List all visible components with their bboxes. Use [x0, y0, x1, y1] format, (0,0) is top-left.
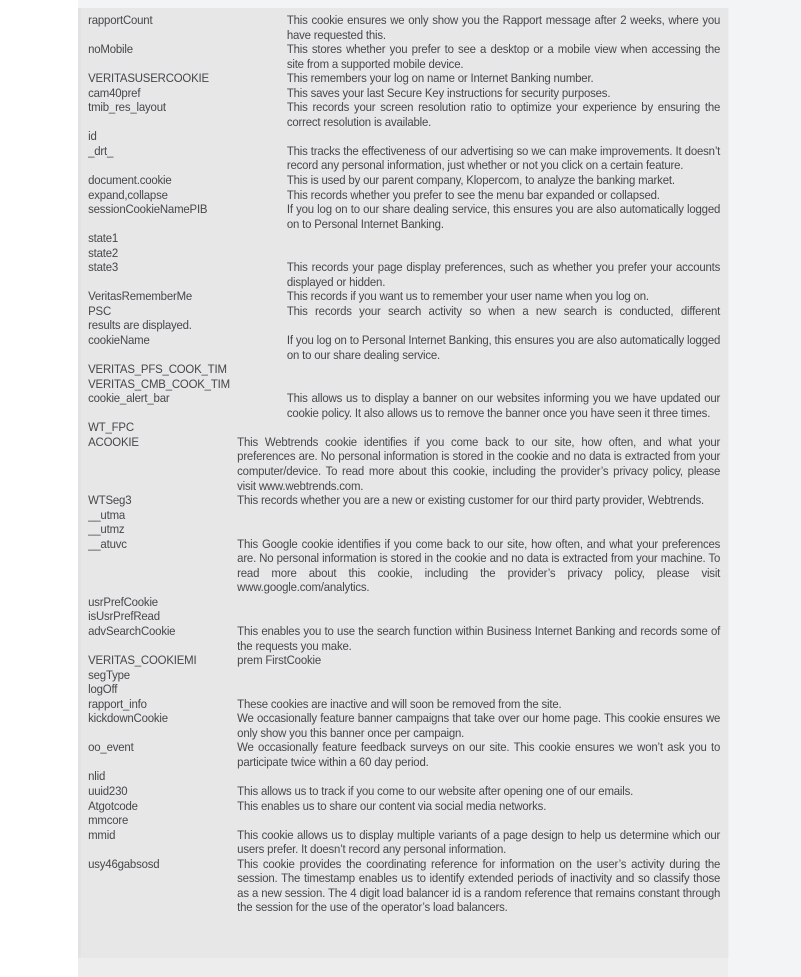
cookie-name: mmcore [88, 813, 129, 828]
cookie-row [88, 202, 720, 231]
cookie-name: state3 [88, 260, 119, 275]
cookie-name: mmid [88, 827, 116, 842]
cookie-description: We occasionally feature banner campaigns that take over our home page. This cookie ensures we only show you this banner once per campaign. [237, 711, 721, 740]
cookie-description: This allows us to track if you come to our website after opening one of our emails. [237, 783, 634, 798]
page-top-margin [78, 0, 728, 8]
cookie-description: We occasionally feature feedback surveys on our site. This cookie ensures we won’t ask you to participate twice within a 60 day period. [237, 740, 721, 769]
cookie-name: document.cookie [88, 173, 172, 188]
cookie-name: ACOOKIE [88, 434, 139, 449]
cookie-row [88, 377, 720, 392]
cookie-name: state2 [88, 245, 119, 260]
cookie-name: PSC [88, 303, 112, 318]
cookie-name: advSearchCookie [88, 623, 176, 638]
cookie-name: isUsrPrefRead [88, 609, 160, 624]
cookie-name: cam40pref [88, 85, 141, 100]
cookie-row [88, 711, 720, 740]
cookie-name: oo_event [88, 740, 134, 755]
page-right-margin [728, 0, 801, 977]
cookie-name: logOff [88, 682, 118, 697]
cookie-name: __utmz [88, 522, 125, 537]
cookie-description: This stores whether you prefer to see a desktop or a mobile view when accessing the site from a supported mobile device. [286, 42, 721, 71]
cookie-row [88, 493, 720, 508]
cookie-description: This Webtrends cookie identifies if you come back to our site, how often, and what your preferences are. No personal information is stored in the cookie and no data is extracted from your computer/device. To read more about this cookie, including the provider’s privacy policy, please visit www.webtrends.com. [237, 434, 721, 493]
cookie-name: VERITASUSERCOOKIE [88, 71, 209, 86]
cookie-name: WT_FPC [88, 420, 134, 435]
cookie-name: __atuvc [88, 536, 127, 551]
cookie-name: __utma [88, 507, 126, 522]
cookie-name: nlid [88, 769, 106, 784]
cookie-row [88, 362, 720, 377]
cookie-name: uuid230 [88, 783, 128, 798]
cookie-policy-panel [78, 8, 728, 958]
cookie-row [88, 653, 720, 668]
cookie-row [88, 682, 720, 697]
cookie-description: This allows us to display a banner on our websites informing you we have updated our cookie policy. It also allows us to remove the banner once you have seen it three times. [286, 391, 721, 420]
cookie-row [88, 813, 720, 828]
cookie-description: This is used by our parent company, Klopercom, to analyze the banking market. [286, 173, 675, 188]
cookie-description: This Google cookie identifies if you come back to our site, how often, and what your preferences are. No personal information is stored in the cookie and no data is extracted from your machine. To read more about this cookie, including the provider’s privacy policy, please visit www.google.com/analytics. [237, 536, 721, 595]
cookie-description: This cookie provides the coordinating reference for information on the user’s activity during the session. The timestamp enables us to identify extended periods of inactivity and so classify those as a new session. The 4 digit load balancer id is a random reference that remains constant through the session for the use of the operator’s load balancers. [237, 856, 721, 915]
cookie-name: results are displayed. [88, 318, 192, 333]
cookie-description: This cookie allows us to display multiple variants of a page design to help us determine which our users prefer. It doesn’t record any personal information. [237, 827, 721, 857]
cookie-row [88, 668, 720, 683]
cookie-name: usrPrefCookie [88, 594, 158, 609]
cookie-row [88, 769, 720, 784]
cookie-row [88, 246, 720, 261]
cookie-description: This records whether you are a new or existing customer for our third party provider, Webtrends. [237, 493, 704, 508]
cookie-row [88, 784, 720, 799]
cookie-description: This records whether you prefer to see the menu bar expanded or collapsed. [286, 187, 660, 202]
cookie-name: sessionCookieNamePIB [88, 202, 208, 217]
cookie-description: These cookies are inactive and will soon be removed from the site. [237, 696, 562, 711]
cookie-row [88, 522, 720, 537]
cookie-description: This tracks the effectiveness of our advertising so we can make improvements. It doesn’t record any personal information, just whether or not you click on a certain feature. [286, 143, 721, 173]
cookie-description: This enables you to use the search function within Business Internet Banking and records some of the requests you make. [237, 623, 721, 653]
cookie-name: expand,collapse [88, 187, 168, 202]
cookie-row [88, 420, 720, 435]
cookie-row [88, 537, 720, 595]
cookie-description: This saves your last Secure Key instructions for security purposes. [286, 85, 611, 100]
cookie-name: _drt_ [88, 143, 114, 158]
cookie-row [88, 740, 720, 769]
cookie-description: This records if you want us to remember your user name when you log on. [286, 289, 649, 304]
cookie-name: rapport_info [88, 696, 147, 711]
cookie-row [88, 188, 720, 203]
cookie-name: WTSeg3 [88, 493, 132, 508]
cookie-description: This records your screen resolution ratio to optimize your experience by ensuring the correct resolution is available. [286, 100, 721, 129]
cookie-name: noMobile [88, 42, 133, 57]
cookie-row [88, 828, 720, 857]
cookie-description: prem FirstCookie [237, 653, 322, 668]
cookie-name: VERITAS_PFS_COOK_TIM [88, 362, 227, 377]
cookie-row [88, 697, 720, 712]
cookie-row [88, 144, 720, 173]
cookie-row [88, 508, 720, 523]
cookie-name: cookie_alert_bar [88, 391, 170, 406]
cookie-description: This records your search activity so when a new search is conducted, different [286, 303, 721, 318]
cookie-name: kickdownCookie [88, 711, 168, 726]
cookie-table [88, 13, 720, 915]
cookie-row [88, 333, 720, 362]
cookie-name: usy46gabsosd [88, 856, 160, 871]
cookie-row [88, 595, 720, 610]
cookie-row [88, 304, 720, 319]
cookie-name: tmib_res_layout [88, 100, 166, 115]
cookie-row [88, 799, 720, 814]
cookie-name: VERITAS_COOKIEMI [88, 653, 197, 668]
cookie-row [88, 624, 720, 653]
cookie-name: segType [88, 667, 130, 682]
cookie-row [88, 857, 720, 915]
cookie-row [88, 391, 720, 420]
panel-footer-strip [78, 958, 728, 977]
cookie-row [88, 13, 720, 42]
cookie-row [88, 260, 720, 289]
cookie-row [88, 318, 720, 333]
cookie-row [88, 435, 720, 493]
cookie-description: This records your page display preferences, such as whether you prefer your accounts displayed or hidden. [286, 260, 721, 289]
cookie-description: If you log on to Personal Internet Banking, this ensures you are also automatically logged on to our share dealing service. [286, 333, 721, 362]
cookie-name: VERITAS_CMB_COOK_TIM [88, 376, 230, 391]
cookie-name: cookieName [88, 333, 150, 348]
cookie-row [88, 42, 720, 71]
cookie-name: Atgotcode [88, 798, 138, 813]
cookie-row [88, 173, 720, 188]
cookie-description: This cookie ensures we only show you the Rapport message after 2 weeks, where you have requested this. [286, 13, 721, 42]
cookie-description: This remembers your log on name or Internet Banking number. [286, 71, 594, 86]
cookie-row [88, 86, 720, 101]
cookie-row [88, 129, 720, 144]
cookie-description: This enables us to share our content via social media networks. [237, 798, 547, 813]
cookie-name: rapportCount [88, 13, 153, 27]
cookie-row [88, 231, 720, 246]
cookie-name: VeritasRememberMe [88, 289, 193, 304]
cookie-name: state1 [88, 231, 119, 246]
cookie-name: id [88, 129, 97, 144]
cookie-description: If you log on to our share dealing service, this ensures you are also automatically logged on to Personal Internet Banking. [286, 202, 721, 231]
cookie-row [88, 100, 720, 129]
cookie-row [88, 289, 720, 304]
cookie-row [88, 609, 720, 624]
cookie-row [88, 71, 720, 86]
